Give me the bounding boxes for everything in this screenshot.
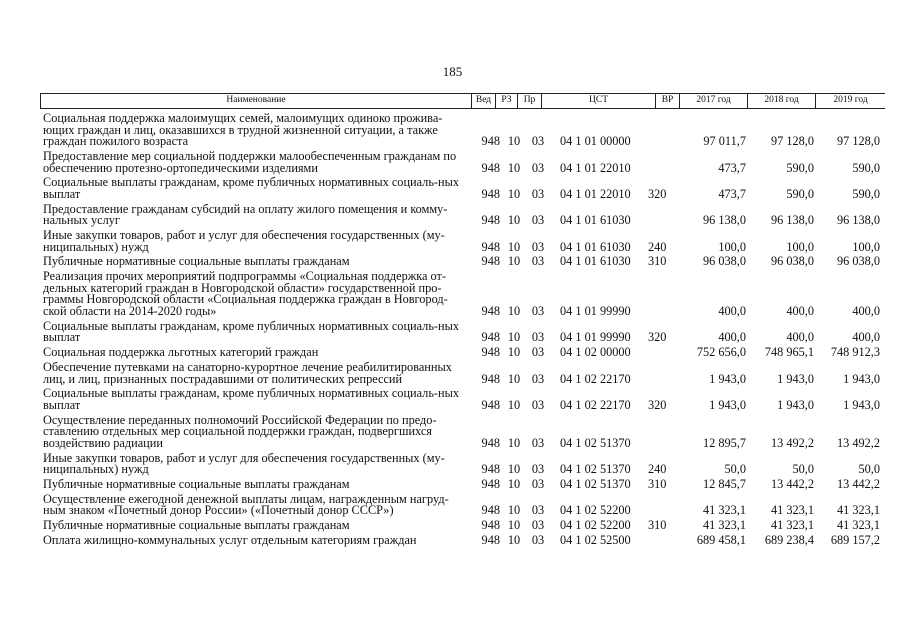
table-row bbox=[40, 318, 885, 345]
header-pr: Пр bbox=[518, 94, 542, 108]
row-name: Социальные выплаты гражданам, кроме публичных нормативных социаль-ных выплат bbox=[43, 386, 460, 412]
row-ved: 948 bbox=[481, 239, 500, 254]
row-value-2019: 41 323,1 bbox=[836, 503, 880, 518]
row-value-2019: 96 138,0 bbox=[836, 213, 880, 228]
table-row bbox=[40, 256, 885, 268]
row-value-2018: 400,0 bbox=[786, 304, 814, 319]
row-pr: 03 bbox=[531, 503, 545, 518]
row-value-2017: 752 656,0 bbox=[696, 345, 746, 360]
table-header bbox=[40, 93, 885, 109]
row-rz: 10 bbox=[507, 435, 521, 450]
table-row bbox=[40, 271, 885, 317]
table-row bbox=[40, 230, 885, 253]
row-name: Публичные нормативные социальные выплаты гражданам bbox=[43, 518, 350, 533]
row-ved: 948 bbox=[481, 371, 500, 386]
row-rz: 10 bbox=[507, 533, 521, 547]
row-name: Социальные выплаты гражданам, кроме публичных нормативных социаль-ных выплат bbox=[43, 318, 460, 345]
table-row bbox=[40, 520, 885, 532]
row-cst: 04 1 02 51370 bbox=[560, 462, 631, 477]
row-value-2018: 96 038,0 bbox=[770, 254, 814, 269]
row-ved: 948 bbox=[481, 330, 500, 345]
row-pr: 03 bbox=[531, 213, 545, 228]
row-vr: 320 bbox=[648, 330, 667, 345]
row-value-2019: 748 912,3 bbox=[830, 345, 880, 360]
header-vr: ВР bbox=[656, 94, 680, 108]
row-ved: 948 bbox=[481, 186, 500, 201]
row-name: Социальная поддержка льготных категорий граждан bbox=[43, 345, 319, 360]
row-pr: 03 bbox=[531, 345, 545, 360]
row-cst: 04 1 02 51370 bbox=[560, 477, 631, 492]
row-value-2018: 96 138,0 bbox=[770, 213, 814, 228]
row-pr: 03 bbox=[531, 134, 545, 149]
row-rz: 10 bbox=[507, 186, 521, 201]
row-value-2018: 590,0 bbox=[786, 186, 814, 201]
row-cst: 04 1 01 99990 bbox=[560, 330, 631, 345]
row-value-2017: 50,0 bbox=[724, 462, 746, 477]
row-pr: 03 bbox=[531, 397, 545, 412]
row-rz: 10 bbox=[507, 397, 521, 412]
row-ved: 948 bbox=[481, 435, 500, 450]
table-row bbox=[40, 148, 885, 175]
row-rz: 10 bbox=[507, 462, 521, 477]
row-vr: 240 bbox=[648, 239, 667, 254]
page-number: 185 bbox=[442, 64, 463, 79]
row-rz: 10 bbox=[507, 477, 521, 492]
row-name: Предоставление мер социальной поддержки малообеспеченным гражданам по обеспечению протезно-ортопедическими изделиями bbox=[43, 148, 457, 175]
row-value-2018: 100,0 bbox=[786, 239, 814, 254]
row-cst: 04 1 02 22170 bbox=[560, 371, 631, 386]
row-pr: 03 bbox=[531, 160, 545, 175]
row-value-2019: 41 323,1 bbox=[836, 518, 880, 533]
row-pr: 03 bbox=[531, 254, 545, 269]
row-cst: 04 1 02 00000 bbox=[560, 345, 631, 360]
table-row bbox=[40, 201, 885, 228]
row-rz: 10 bbox=[507, 160, 521, 175]
row-value-2017: 96 138,0 bbox=[702, 213, 746, 228]
header-ved: Вед bbox=[472, 94, 496, 108]
row-pr: 03 bbox=[531, 371, 545, 386]
row-value-2019: 590,0 bbox=[852, 160, 880, 175]
row-pr: 03 bbox=[531, 533, 545, 547]
row-value-2017: 41 323,1 bbox=[702, 518, 746, 533]
row-name: Предоставление гражданам субсидий на оплату жилого помещения и комму-нальных услуг bbox=[43, 201, 448, 228]
row-pr: 03 bbox=[531, 518, 545, 533]
row-value-2018: 50,0 bbox=[792, 462, 814, 477]
row-cst: 04 1 01 22010 bbox=[560, 160, 631, 175]
header-cst: ЦСТ bbox=[542, 94, 656, 108]
row-value-2018: 13 492,2 bbox=[770, 435, 814, 450]
table-row bbox=[40, 491, 885, 518]
row-value-2017: 473,7 bbox=[718, 186, 746, 201]
row-value-2019: 13 492,2 bbox=[836, 435, 880, 450]
row-ved: 948 bbox=[481, 503, 500, 518]
row-value-2017: 473,7 bbox=[718, 160, 746, 175]
row-value-2019: 13 442,2 bbox=[836, 477, 880, 492]
row-rz: 10 bbox=[507, 213, 521, 228]
row-value-2017: 96 038,0 bbox=[702, 254, 746, 269]
row-cst: 04 1 01 61030 bbox=[560, 213, 631, 228]
row-vr: 310 bbox=[648, 254, 667, 269]
table-row bbox=[40, 113, 885, 148]
row-value-2018: 41 323,1 bbox=[770, 503, 814, 518]
row-name: Социальная поддержка малоимущих семей, малоимущих одиноко прожива-ющих граждан и лиц, оказавшихся в трудной жизненной ситуации, а также граждан пожилого возраста bbox=[43, 111, 443, 149]
row-name: Иные закупки товаров, работ и услуг для обеспечения государственных (му-ниципальных) нужд bbox=[43, 228, 445, 254]
row-value-2019: 689 157,2 bbox=[830, 533, 880, 547]
row-value-2017: 97 011,7 bbox=[703, 134, 746, 149]
header-2017: 2017 год bbox=[680, 94, 748, 108]
table-body bbox=[40, 113, 885, 550]
row-ved: 948 bbox=[481, 345, 500, 360]
row-cst: 04 1 01 22010 bbox=[560, 186, 631, 201]
row-value-2019: 400,0 bbox=[852, 330, 880, 345]
table-row bbox=[40, 412, 885, 450]
row-value-2017: 689 458,1 bbox=[696, 533, 746, 547]
row-value-2017: 41 323,1 bbox=[702, 503, 746, 518]
row-name: Обеспечение путевками на санаторно-курортное лечение реабилитированных лиц, и лиц, признанных пострадавшими от политических репрессий bbox=[43, 359, 452, 386]
row-pr: 03 bbox=[531, 186, 545, 201]
row-cst: 04 1 01 00000 bbox=[560, 134, 631, 149]
table-row bbox=[40, 479, 885, 491]
row-value-2018: 97 128,0 bbox=[770, 134, 814, 149]
row-value-2019: 96 038,0 bbox=[836, 254, 880, 269]
row-pr: 03 bbox=[531, 435, 545, 450]
row-cst: 04 1 01 61030 bbox=[560, 239, 631, 254]
row-cst: 04 1 02 52200 bbox=[560, 518, 631, 533]
row-value-2017: 100,0 bbox=[718, 239, 746, 254]
table-row bbox=[40, 388, 885, 411]
row-vr: 320 bbox=[648, 397, 667, 412]
row-value-2019: 400,0 bbox=[852, 304, 880, 319]
row-cst: 04 1 02 51370 bbox=[560, 435, 631, 450]
row-value-2017: 1 943,0 bbox=[709, 371, 746, 386]
row-name: Осуществление ежегодной денежной выплаты лицам, награжденным нагруд-ным знаком «Почетный донор России» («Почетный донор СССР») bbox=[43, 491, 449, 518]
row-ved: 948 bbox=[481, 462, 500, 477]
row-name: Публичные нормативные социальные выплаты гражданам bbox=[43, 254, 350, 269]
table-row bbox=[40, 450, 885, 477]
table-row bbox=[40, 535, 885, 547]
row-ved: 948 bbox=[481, 477, 500, 492]
row-cst: 04 1 01 61030 bbox=[560, 254, 631, 269]
row-value-2019: 100,0 bbox=[852, 239, 880, 254]
row-value-2017: 12 895,7 bbox=[702, 435, 746, 450]
row-name: Оплата жилищно-коммунальных услуг отдельным категориям граждан bbox=[43, 533, 417, 547]
row-value-2019: 97 128,0 bbox=[836, 134, 880, 149]
row-rz: 10 bbox=[507, 330, 521, 345]
row-ved: 948 bbox=[481, 533, 500, 547]
row-value-2018: 1 943,0 bbox=[777, 371, 814, 386]
row-vr: 320 bbox=[648, 186, 667, 201]
row-vr: 310 bbox=[648, 477, 667, 492]
row-ved: 948 bbox=[481, 518, 500, 533]
row-value-2017: 12 845,7 bbox=[702, 477, 746, 492]
row-value-2018: 400,0 bbox=[786, 330, 814, 345]
row-name: Иные закупки товаров, работ и услуг для обеспечения государственных (му-ниципальных) нужд bbox=[43, 450, 445, 477]
row-name: Социальные выплаты гражданам, кроме публичных нормативных социаль-ных выплат bbox=[43, 175, 460, 201]
row-pr: 03 bbox=[531, 462, 545, 477]
table-row bbox=[40, 347, 885, 359]
row-name: Осуществление переданных полномочий Российской Федерации по предо-ставлению отдельных мер социальной поддержки граждан, подвергшихся воздействию радиации bbox=[43, 412, 437, 450]
row-value-2017: 1 943,0 bbox=[709, 397, 746, 412]
row-value-2019: 50,0 bbox=[858, 462, 880, 477]
row-ved: 948 bbox=[481, 160, 500, 175]
row-value-2017: 400,0 bbox=[718, 330, 746, 345]
row-value-2018: 1 943,0 bbox=[777, 397, 814, 412]
row-rz: 10 bbox=[507, 239, 521, 254]
row-ved: 948 bbox=[481, 213, 500, 228]
row-ved: 948 bbox=[481, 397, 500, 412]
row-pr: 03 bbox=[531, 330, 545, 345]
row-value-2017: 400,0 bbox=[718, 304, 746, 319]
row-pr: 03 bbox=[531, 239, 545, 254]
row-ved: 948 bbox=[481, 254, 500, 269]
table-row bbox=[40, 177, 885, 200]
row-rz: 10 bbox=[507, 345, 521, 360]
header-2019: 2019 год bbox=[833, 95, 868, 105]
row-rz: 10 bbox=[507, 371, 521, 386]
row-ved: 948 bbox=[481, 134, 500, 149]
row-cst: 04 1 02 52500 bbox=[560, 533, 631, 547]
row-value-2018: 590,0 bbox=[786, 160, 814, 175]
row-name: Публичные нормативные социальные выплаты гражданам bbox=[43, 477, 350, 492]
row-value-2018: 13 442,2 bbox=[770, 477, 814, 492]
header-rz: РЗ bbox=[496, 94, 518, 108]
row-vr: 310 bbox=[648, 518, 667, 533]
row-value-2019: 1 943,0 bbox=[843, 397, 880, 412]
row-value-2018: 748 965,1 bbox=[764, 345, 814, 360]
row-cst: 04 1 02 22170 bbox=[560, 397, 631, 412]
row-cst: 04 1 01 99990 bbox=[560, 304, 631, 319]
row-cst: 04 1 02 52200 bbox=[560, 503, 631, 518]
row-rz: 10 bbox=[507, 304, 521, 319]
row-value-2018: 41 323,1 bbox=[770, 518, 814, 533]
row-rz: 10 bbox=[507, 518, 521, 533]
row-pr: 03 bbox=[531, 304, 545, 319]
row-rz: 10 bbox=[507, 134, 521, 149]
row-value-2019: 1 943,0 bbox=[843, 371, 880, 386]
row-name: Реализация прочих мероприятий подпрограммы «Социальная поддержка от-дельных категорий граждан в Новгородской области» государственной про-граммы Новгородской области «Социальная поддержка граждан в Новгород-ской области на 2014-2020 годы» bbox=[43, 269, 448, 319]
row-vr: 240 bbox=[648, 462, 667, 477]
row-value-2018: 689 238,4 bbox=[764, 533, 814, 547]
row-value-2019: 590,0 bbox=[852, 186, 880, 201]
row-rz: 10 bbox=[507, 503, 521, 518]
header-2018: 2018 год bbox=[748, 94, 816, 108]
table-row bbox=[40, 359, 885, 386]
header-name: Наименование bbox=[40, 94, 472, 108]
row-ved: 948 bbox=[481, 304, 500, 319]
row-pr: 03 bbox=[531, 477, 545, 492]
row-rz: 10 bbox=[507, 254, 521, 269]
